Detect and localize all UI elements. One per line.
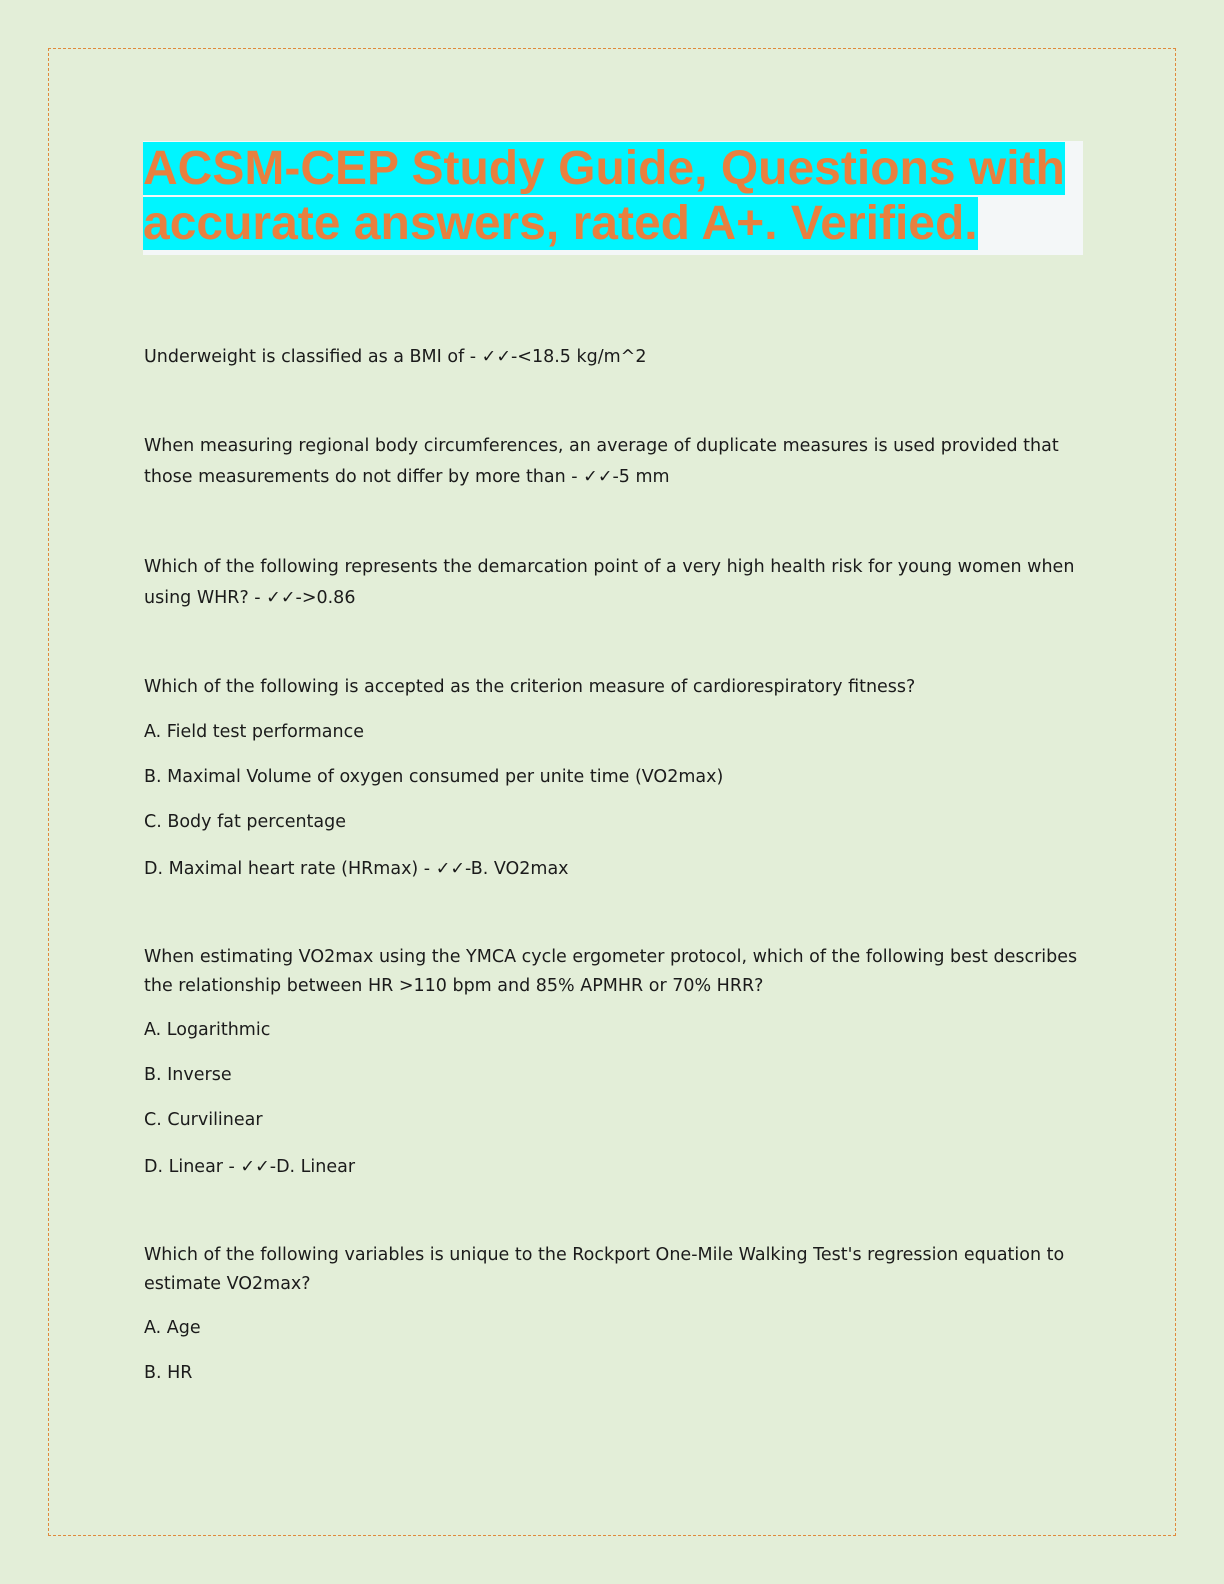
title-block — [143, 141, 1083, 255]
question-5-option-a: A. Logarithmic — [144, 1020, 271, 1040]
question-4-option-b: B. Maximal Volume of oxygen consumed per unite time (VO2max) — [144, 767, 724, 787]
question-5-option-c: C. Curvilinear — [144, 1110, 263, 1130]
question-4-option-a: A. Field test performance — [144, 722, 364, 742]
question-6-option-a: A. Age — [144, 1318, 201, 1338]
document-title-text: ACSM-CEP Study Guide, Questions with accurate answers, rated A+. Verified. — [143, 142, 1065, 250]
question-3: Which of the following represents the demarcation point of a very high health risk for young women when using WHR? - ✓✓->0.86 — [144, 557, 1075, 608]
question-4: Which of the following is accepted as the criterion measure of cardiorespiratory fitness? — [144, 677, 916, 697]
document-body — [144, 342, 1084, 1389]
question-4-option-c: C. Body fat percentage — [144, 812, 347, 832]
question-6-option-b: B. HR — [144, 1363, 193, 1383]
question-1: Underweight is classified as a BMI of - ✓✓-<18.5 kg/m^2 — [144, 347, 647, 367]
question-5-option-d: D. Linear - ✓✓-D. Linear — [144, 1157, 356, 1177]
question-5: When estimating VO2max using the YMCA cycle ergometer protocol, which of the following best describes the relationship between HR >110 bpm and 85% APMHR or 70% HRR? — [144, 947, 1078, 996]
document-title — [143, 141, 1083, 251]
question-6: Which of the following variables is unique to the Rockport One-Mile Walking Test's regression equation to estimate VO2max? — [144, 1245, 1065, 1294]
question-2: When measuring regional body circumferences, an average of duplicate measures is used provided that those measurements do not differ by more than - ✓✓-5 mm — [144, 436, 1059, 487]
question-4-option-d: D. Maximal heart rate (HRmax) - ✓✓-B. VO2max — [144, 859, 569, 879]
question-5-option-b: B. Inverse — [144, 1065, 232, 1085]
